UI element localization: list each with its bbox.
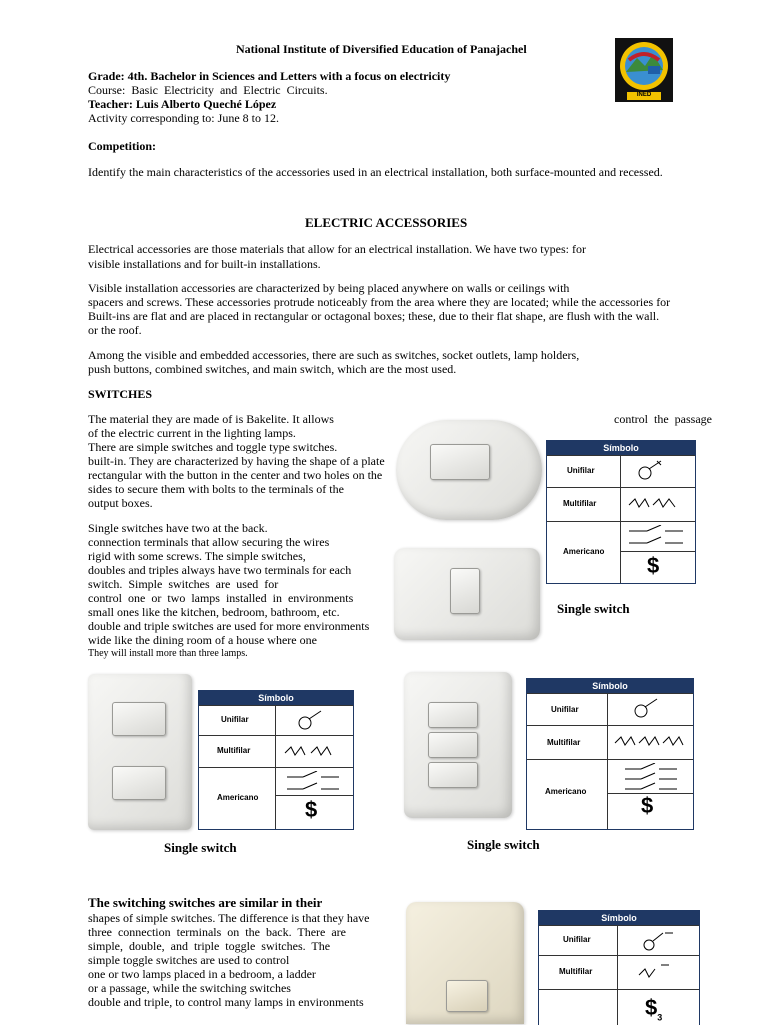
school-logo [615,38,673,102]
unifilar-symbol-icon [639,929,679,953]
dollar-symbol: $ [647,553,660,578]
unifilar-symbol-icon [295,709,329,733]
switch-rocker [430,444,490,480]
switches-line: built-in. They are characterized by having the shape of a plate [88,454,385,468]
switch-rocker [112,702,166,736]
multifilar-symbol-icon [627,491,687,515]
institute-title: National Institute of Diversified Education of Panajachel [236,42,527,56]
switches-line: rigid with some screws. The simple switches, [88,549,306,563]
switching-line: or a passage, while the switching switches [88,981,291,995]
multifilar-symbol-icon [637,959,677,985]
unifilar-symbol-icon [631,697,665,721]
switches-line: wide like the dining room of a house where one [88,633,317,647]
symbol-header: Símbolo [199,691,353,705]
unifilar-label: Unifilar [551,705,579,714]
switches-heading: SWITCHES [88,387,153,401]
intro-p2-l1: Visible installation accessories are characterized by being placed anywhere on walls or ceilings with [88,281,570,295]
dollar-symbol: $ [641,793,654,818]
unifilar-symbol-icon [635,459,669,483]
logo-text: INED [636,92,652,98]
intro-p1-l2: visible installations and for built-in installations. [88,257,321,271]
switches-line: output boxes. [88,496,153,510]
double-switch-photo [88,674,192,830]
switches-line: Single switches have two at the back. [88,521,268,535]
multifilar-symbol-icon [613,729,691,753]
symbol-table-triple [526,678,694,830]
intro-p3-l2: push buttons, combined switches, and main switch, which are the most used. [88,362,457,376]
symbol-header: Símbolo [539,911,699,925]
caption-single-3: Single switch [467,837,540,852]
unifilar-label: Unifilar [221,715,249,724]
americano-symbol-icon [625,525,689,549]
competition-text: Identify the main characteristics of the accessories used in an electrical installation, both surface-mounted and recessed. [88,165,663,179]
switch-rocker [428,732,478,758]
switches-line: of the electric current in the lighting lamps. [88,426,296,440]
multifilar-label: Multifilar [547,738,581,747]
switching-heading: The switching switches are similar in their [88,895,323,910]
switching-line: one or two lamps placed in a bedroom, a ladder [88,967,316,981]
competition-heading: Competition: [88,139,156,153]
switches-line1a: The material they are made of is Bakelite. It allows [88,412,334,426]
intro-p2-l2: spacers and screws. These accessories protrude noticeably from the area where they are located; while the accessories for [88,295,671,309]
switching-line: shapes of simple switches. The difference is that they have [88,911,370,925]
toggle-switch-photo [406,902,524,1024]
caption-single-2: Single switch [164,840,237,855]
unifilar-label: Unifilar [567,466,595,475]
switches-line1b: control the passage [614,412,712,426]
americano-label: Americano [217,793,259,802]
multifilar-label: Multifilar [217,746,251,755]
switches-line: switch. Simple switches are used for [88,577,279,591]
multifilar-label: Multifilar [559,967,593,976]
switching-line: simple, double, and triple toggle switches. The [88,939,331,953]
switches-line: rectangular with the button in the center and two holes on the [88,468,383,482]
switches-line: There are simple switches and toggle type switches. [88,440,338,454]
symbol-table-double [198,690,354,830]
switch-rocker [450,568,480,614]
switch-rocker [428,762,478,788]
triple-switch-photo [404,672,512,818]
grade-line: Grade: 4th. Bachelor in Sciences and Letters with a focus on electricity [88,69,451,83]
americano-symbol-icon [283,771,347,795]
activity-line: Activity corresponding to: June 8 to 12. [88,111,279,125]
intro-p3-l1: Among the visible and embedded accessories, there are such as switches, socket outlets, lamp holders, [88,348,580,362]
surface-switch-photo [396,420,542,520]
intro-p2-l4: or the roof. [88,323,142,337]
switches-line: double and triple switches are used for more environments [88,619,370,633]
switching-line: double and triple, to control many lamps in environments [88,995,364,1009]
switch-rocker [446,980,488,1012]
dollar-symbol: $\$_3$ [645,995,663,1023]
symbol-header: Símbolo [547,441,695,455]
switching-line: three connection terminals on the back. There are [88,925,347,939]
course-line: Course: Basic Electricity and Electric Circuits. [88,83,328,97]
section-title: ELECTRIC ACCESSORIES [305,215,468,230]
switching-line: simple toggle switches are used to control [88,953,290,967]
teacher-line: Teacher: Luis Alberto Queché López [88,97,277,111]
single-switch-photo [394,548,540,640]
americano-symbol-icon [621,763,685,797]
multifilar-label: Multifilar [563,499,597,508]
multifilar-symbol-icon [283,739,347,763]
dollar-symbol: $ [305,797,318,822]
switches-line: control one or two lamps installed in environments [88,591,354,605]
switch-rocker [112,766,166,800]
symbol-header: Símbolo [527,679,693,693]
switch-rocker [428,702,478,728]
intro-p1-l1: Electrical accessories are those materials that allow for an electrical installation. We have two types: for [88,242,586,256]
americano-label: Americano [545,787,587,796]
intro-p2-l3: Built-ins are flat and are placed in rectangular or octagonal boxes; these, due to their flat shape, are flush with the wall. [88,309,660,323]
symbol-table-single [546,440,696,584]
americano-label: Americano [563,547,605,556]
switches-line: sides to secure them with bolts to the terminals of the [88,482,344,496]
switches-last-line: They will install more than three lamps. [88,648,248,659]
symbol-table-toggle [538,910,700,1025]
switches-line: doubles and triples always have two terminals for each [88,563,352,577]
switches-line: connection terminals that allow securing the wires [88,535,330,549]
caption-single-1: Single switch [557,601,630,616]
switches-line: small ones like the kitchen, bedroom, bathroom, etc. [88,605,340,619]
unifilar-label: Unifilar [563,935,591,944]
